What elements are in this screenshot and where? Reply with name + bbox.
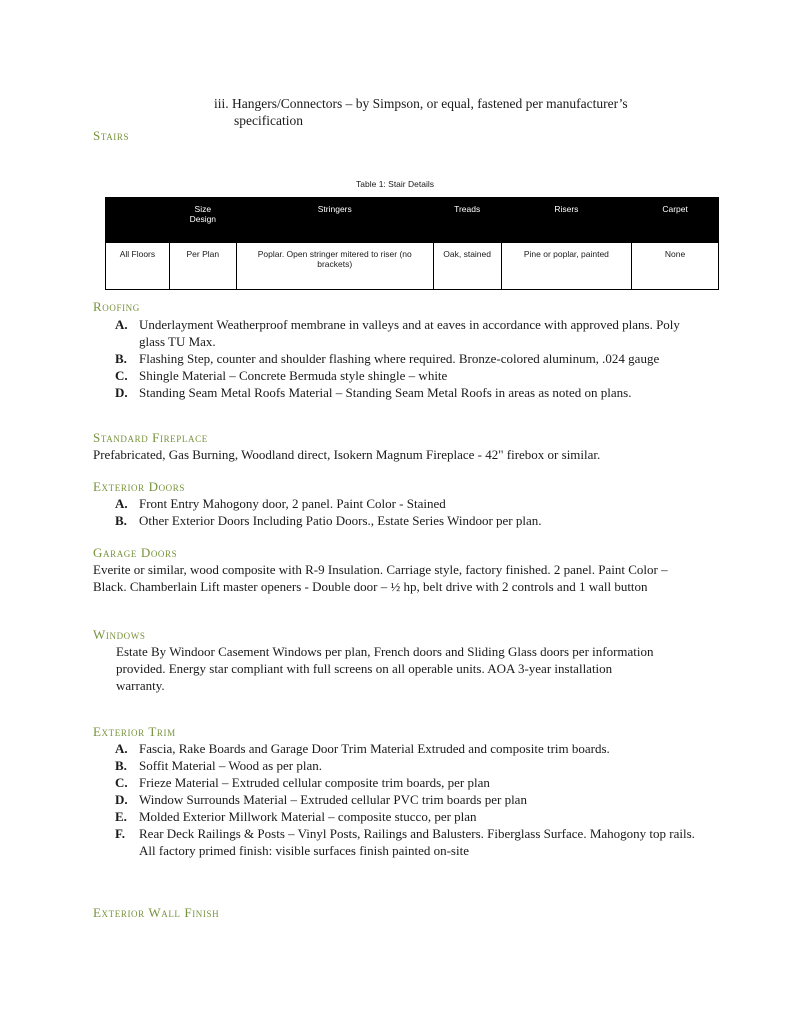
fireplace-heading: Standard Fireplace bbox=[93, 430, 208, 445]
windows-heading: Windows bbox=[93, 627, 146, 642]
list-label: B. bbox=[115, 513, 127, 528]
exterior-wall-finish-heading: Exterior Wall Finish bbox=[93, 905, 220, 920]
table-header-cell bbox=[169, 198, 236, 243]
table-header-cell: Stringers bbox=[236, 198, 433, 243]
size-design-label: Size Design bbox=[189, 204, 217, 224]
list-text: Standing Seam Metal Roofs Material – Standing Seam Metal Roofs in areas as noted on plans. bbox=[139, 385, 632, 400]
list-label: C. bbox=[115, 368, 128, 383]
list-marker: iii. bbox=[214, 96, 229, 111]
list-label: B. bbox=[115, 758, 127, 773]
exterior-trim-list bbox=[115, 740, 699, 859]
table-header-cell: Carpet bbox=[632, 198, 719, 243]
list-item bbox=[115, 774, 699, 791]
list-text: Rear Deck Railings & Posts – Vinyl Posts, Railings and Balusters. Fiberglass Surface. Mahogony top rails. All factory primed finish: visible surfaces finish painted on-site bbox=[139, 826, 695, 858]
list-text: Front Entry Mahogony door, 2 panel. Paint Color - Stained bbox=[139, 496, 446, 511]
list-text: Flashing Step, counter and shoulder flashing where required. Bronze-colored aluminum, .024 gauge bbox=[139, 351, 660, 366]
list-item bbox=[115, 825, 699, 859]
table-header-cell: Treads bbox=[433, 198, 501, 243]
list-label: A. bbox=[115, 317, 128, 332]
table-caption: Table 1: Stair Details bbox=[356, 179, 434, 189]
list-text: Molded Exterior Millwork Material – composite stucco, per plan bbox=[139, 809, 477, 824]
table-cell bbox=[236, 243, 433, 290]
exterior-doors-list bbox=[115, 495, 699, 529]
table-cell: All Floors bbox=[106, 243, 170, 290]
list-text: Frieze Material – Extruded cellular composite trim boards, per plan bbox=[139, 775, 490, 790]
hangers-text-cont: specification bbox=[234, 113, 303, 128]
table-cell: None bbox=[632, 243, 719, 290]
list-label: F. bbox=[115, 826, 125, 841]
fireplace-text: Prefabricated, Gas Burning, Woodland direct, Isokern Magnum Fireplace - 42" firebox or similar. bbox=[93, 447, 601, 462]
list-item bbox=[115, 495, 699, 512]
list-text: Shingle Material – Concrete Bermuda style shingle – white bbox=[139, 368, 448, 383]
table-header-row bbox=[106, 198, 719, 243]
list-text: Soffit Material – Wood as per plan. bbox=[139, 758, 322, 773]
list-text: Fascia, Rake Boards and Garage Door Trim Material Extruded and composite trim boards. bbox=[139, 741, 610, 756]
list-item bbox=[115, 808, 699, 825]
list-item bbox=[115, 316, 699, 350]
windows-text: Estate By Windoor Casement Windows per plan, French doors and Sliding Glass doors per information provided. Energy star compliant with full screens on all operable units. AOA 3-year installation warranty. bbox=[116, 644, 654, 693]
list-item bbox=[115, 367, 699, 384]
list-text: Other Exterior Doors Including Patio Doors., Estate Series Windoor per plan. bbox=[139, 513, 542, 528]
table-header-cell bbox=[106, 198, 170, 243]
list-item bbox=[115, 740, 699, 757]
exterior-doors-heading: Exterior Doors bbox=[93, 479, 185, 494]
table-cell: Per Plan bbox=[169, 243, 236, 290]
roofing-list bbox=[115, 316, 699, 401]
list-label: D. bbox=[115, 792, 128, 807]
list-label: B. bbox=[115, 351, 127, 366]
list-item bbox=[115, 791, 699, 808]
list-item bbox=[115, 512, 699, 529]
list-label: E. bbox=[115, 809, 127, 824]
list-item bbox=[115, 384, 699, 401]
stair-details-table bbox=[105, 197, 719, 290]
table-header-cell: Risers bbox=[501, 198, 632, 243]
list-label: C. bbox=[115, 775, 128, 790]
list-item bbox=[115, 757, 699, 774]
stringers-value: Poplar. Open stringer mitered to riser (no brackets) bbox=[257, 249, 412, 269]
list-label: D. bbox=[115, 385, 128, 400]
roofing-heading: Roofing bbox=[93, 299, 140, 314]
list-text: Window Surrounds Material – Extruded cellular PVC trim boards per plan bbox=[139, 792, 527, 807]
table-row bbox=[106, 243, 719, 290]
list-item bbox=[115, 350, 699, 367]
list-label: A. bbox=[115, 741, 128, 756]
list-text: Underlayment Weatherproof membrane in valleys and at eaves in accordance with approved plans. Poly glass TU Max. bbox=[139, 317, 680, 349]
exterior-trim-heading: Exterior Trim bbox=[93, 724, 176, 739]
stairs-heading: Stairs bbox=[93, 128, 130, 143]
hangers-text: Hangers/Connectors – by Simpson, or equal, fastened per manufacturer’s bbox=[232, 96, 628, 111]
table-cell: Pine or poplar, painted bbox=[501, 243, 632, 290]
table-cell: Oak, stained bbox=[433, 243, 501, 290]
hangers-item bbox=[214, 95, 684, 129]
garage-doors-heading: Garage Doors bbox=[93, 545, 178, 560]
list-label: A. bbox=[115, 496, 128, 511]
garage-doors-text: Everite or similar, wood composite with R-9 Insulation. Carriage style, factory finished. 2 panel. Paint Color – Black. Chamberlain Lift master openers - Double door – ½ hp, belt drive with 2 controls and 1 wall button bbox=[93, 562, 668, 594]
